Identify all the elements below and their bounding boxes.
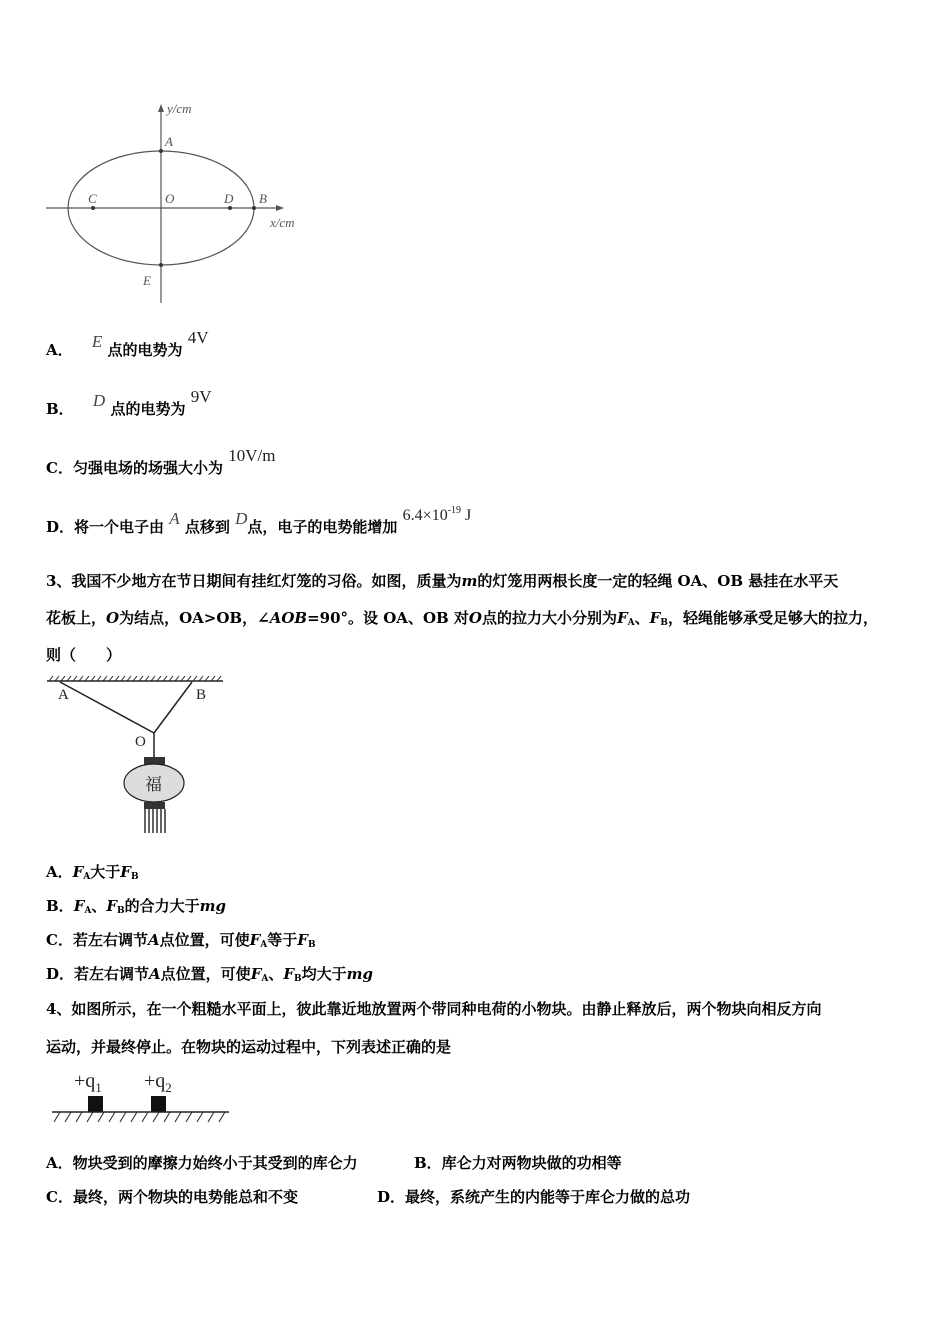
q2-option-c: C．匀强电场的场强大小为 10V/m [46,446,276,477]
q3-line2: 花板上，O为结点，OA>OB，∠AOB=90°。设 OA、OB 对O点的拉力大小分别为$F_A$、$F_B$，轻绳能够承受足够大的拉力， [46,609,878,628]
point-b [252,206,256,210]
label-o: O [165,191,175,206]
label-a: A [165,134,173,149]
rope-oa [60,682,154,733]
ground-hatch [54,1112,225,1122]
q3-option-c: C．若左右调节A点位置，可使$F_A$等于$F_B$ [46,931,316,950]
rope-ob [154,682,192,733]
x-axis-label: x/cm [270,215,295,230]
q4-line2: 运动，并最终停止。在物块的运动过程中，下列表述正确的是 [46,1038,452,1056]
charges-figure [46,1064,236,1128]
q2-option-d: D．将一个电子由 A 点移到 D点，电子的电势能增加 $6.4\times 10^{-19}$ J [46,505,472,536]
label-a: A [58,687,69,703]
x-axis-arrow [276,205,284,211]
q4-option-d: D．最终，系统产生的内能等于库仑力做的总功 [377,1188,691,1206]
point-a [159,149,163,153]
ellipse-figure [40,98,320,313]
point-d [228,206,232,210]
label-c: C [88,191,97,206]
point-e [159,263,163,267]
label-e: E [143,273,151,288]
lantern-char: 福 [145,775,162,794]
lantern-figure [40,672,230,840]
label-d: D [224,191,234,206]
q3-line1: 3、我国不少地方在节日期间有挂红灯笼的习俗。如图，质量为m的灯笼用两根长度一定的轻绳 OA、OB 悬挂在水平天 [46,572,839,590]
q4-option-b: B．库仑力对两物块做的功相等 [414,1154,622,1172]
lantern-tassel [145,809,165,833]
lantern-bottom-cap [144,802,165,809]
q2-option-a: A． E 点的电势为 4V [46,328,209,359]
label-b: B [196,687,207,703]
block-q2 [151,1096,166,1112]
label-q1: $+q_1$ [74,1070,102,1095]
q4-option-c: C．最终，两个物块的电势能总和不变 [46,1188,298,1206]
label-b: B [259,191,267,206]
y-axis-arrow [158,104,164,112]
q4-option-a: A．物块受到的摩擦力始终小于其受到的库仑力 [46,1154,358,1172]
q3-line3: 则（ ） [46,646,122,664]
label-o: O [135,734,146,750]
q3-option-b: B．$F_A$、$F_B$的合力大于mg [46,897,226,916]
label-q2: $+q_2$ [144,1070,172,1095]
q2-option-b: B． D 点的电势为 9V [46,387,212,418]
q3-option-d: D．若左右调节A点位置，可使$F_A$、$F_B$均大于mg [46,965,373,984]
q4-line1: 4、如图所示，在一个粗糙水平面上，彼此靠近地放置两个带同种电荷的小物块。由静止释放后，两个物块向相反方向 [46,1000,822,1018]
q3-option-a: A．$F_A$大于$F_B$ [46,863,139,882]
block-q1 [88,1096,103,1112]
y-axis-label: y/cm [167,101,192,116]
point-c [91,206,95,210]
